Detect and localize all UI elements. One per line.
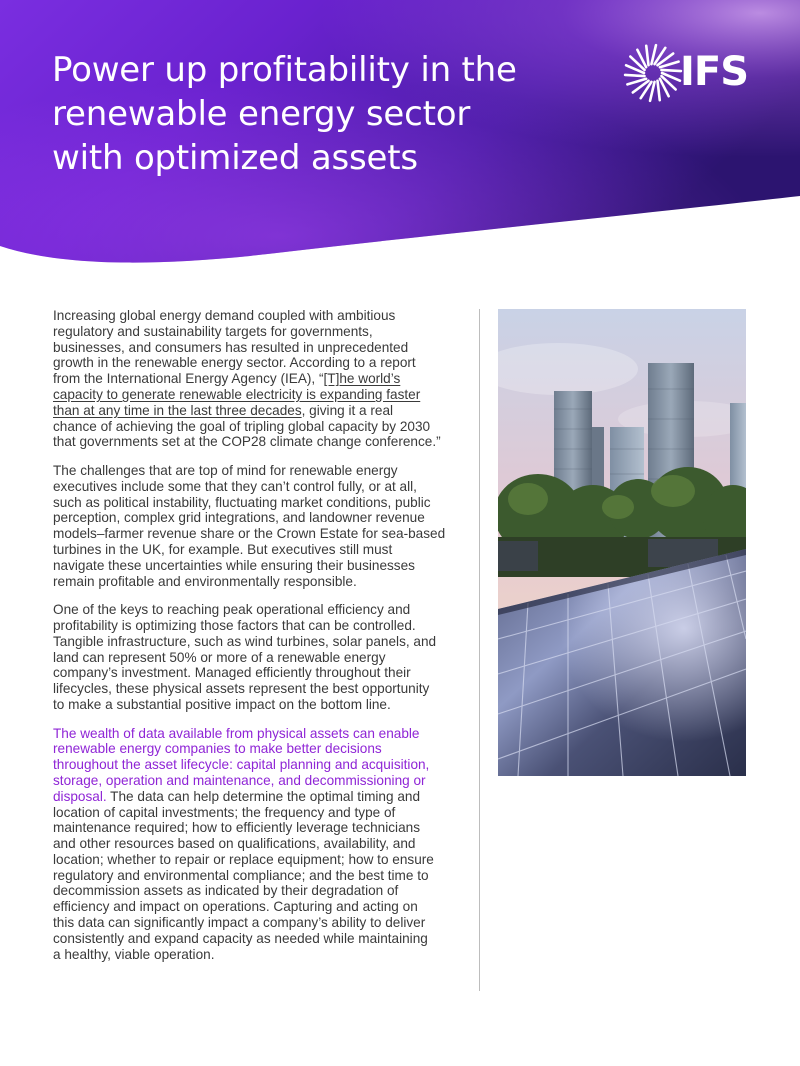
text-line: turbines in the UK, for example. But executives still must bbox=[53, 541, 393, 557]
text-line: businesses, and consumers has resulted in unprecedented bbox=[53, 339, 409, 355]
iea-report-link[interactable]: [T]he world’s bbox=[323, 371, 401, 387]
text-line: One of the keys to reaching peak operational efficiency and bbox=[53, 602, 411, 618]
paragraph-2 bbox=[53, 463, 465, 589]
text-segment: , giving it a real bbox=[301, 402, 394, 418]
text-line-mixed bbox=[53, 789, 465, 805]
title-line: Power up profitability in the bbox=[52, 50, 517, 90]
text-line: that governments set at the COP28 climate change conference.” bbox=[53, 434, 441, 450]
text-line: profitability is optimizing those factors that can be controlled. bbox=[53, 617, 416, 633]
text-line: this data can significantly impact a company’s ability to deliver bbox=[53, 915, 426, 931]
text-line: and other resources based on qualifications, availability, and bbox=[53, 836, 416, 852]
ifs-logo bbox=[622, 40, 750, 106]
iea-report-link[interactable]: capacity to generate renewable electricity is expanding faster bbox=[53, 386, 421, 402]
title-line: with optimized assets bbox=[52, 138, 418, 178]
page-title bbox=[52, 48, 592, 180]
logo-ray bbox=[625, 75, 644, 76]
logo-wordmark: IFS bbox=[680, 49, 749, 95]
text-line: consistently and expand capacity as needed while maintaining bbox=[53, 930, 428, 946]
highlighted-text-segment: disposal. bbox=[53, 788, 107, 804]
text-line-with-link bbox=[53, 371, 465, 387]
paragraph-3 bbox=[53, 602, 465, 713]
text-line: efficiency and impact on operations. Capturing and acting on bbox=[53, 899, 418, 915]
text-line: location; whether to repair or replace equipment; how to ensure bbox=[53, 851, 434, 867]
text-line: company’s investment. Managed efficiently throughout their bbox=[53, 665, 411, 681]
solar-panels-city-skyline-photo-icon bbox=[498, 309, 746, 776]
highlighted-text-line: The wealth of data available from physical assets can enable bbox=[53, 725, 420, 741]
title-line: renewable energy sector bbox=[52, 94, 471, 134]
text-line: chance of achieving the goal of tripling global capacity by 2030 bbox=[53, 418, 431, 434]
column-divider bbox=[479, 309, 480, 991]
logo-ray bbox=[646, 46, 648, 65]
solar-panels-city-photo bbox=[498, 309, 746, 776]
iea-report-link[interactable]: than at any time in the last three decades bbox=[53, 402, 302, 418]
paragraph-1 bbox=[53, 308, 465, 450]
ifs-burst-icon bbox=[622, 42, 684, 104]
text-line: regulatory and environmental compliance; and the best time to bbox=[53, 867, 429, 883]
text-line: The challenges that are top of mind for renewable energy bbox=[53, 462, 398, 478]
text-line: lifecycles, these physical assets represent the best opportunity bbox=[53, 681, 430, 697]
highlighted-text-line: renewable energy companies to make better decisions bbox=[53, 741, 382, 757]
text-line: perception, complex grid integrations, and landowner revenue bbox=[53, 510, 425, 526]
paragraph-4 bbox=[53, 726, 465, 963]
text-line-with-link bbox=[53, 387, 465, 403]
logo-ray bbox=[661, 70, 680, 71]
text-line: decommission assets as indicated by their degradation of bbox=[53, 883, 399, 899]
text-line: growth in the renewable energy sector. According to a report bbox=[53, 355, 416, 371]
text-segment: The data can help determine the optimal timing and bbox=[106, 788, 421, 804]
text-line: regulatory and sustainability targets for governments, bbox=[53, 323, 373, 339]
text-line: land can represent 50% or more of a renewable energy bbox=[53, 649, 386, 665]
text-line: to make a substantial positive impact on the bottom line. bbox=[53, 696, 391, 712]
article-body bbox=[53, 308, 465, 975]
text-line: Increasing global energy demand coupled with ambitious bbox=[53, 308, 396, 323]
text-line: a healthy, viable operation. bbox=[53, 946, 215, 962]
text-line: such as political instability, fluctuating market conditions, public bbox=[53, 494, 431, 510]
text-line: models–farmer revenue share or the Crown Estate for sea-based bbox=[53, 526, 446, 542]
text-line-with-link bbox=[53, 403, 465, 419]
text-line: navigate these uncertainties while ensuring their businesses bbox=[53, 557, 415, 573]
text-line: executives include some that they can’t control fully, or at all, bbox=[53, 478, 417, 494]
text-line: remain profitable and environmentally responsible. bbox=[53, 573, 357, 589]
hero-banner bbox=[0, 0, 800, 270]
highlighted-text-line: storage, operation and maintenance, and decommissioning or bbox=[53, 772, 426, 788]
highlighted-text-line: throughout the asset lifecycle: capital planning and acquisition, bbox=[53, 757, 430, 773]
text-line: location of capital investments; the frequency and type of bbox=[53, 804, 396, 820]
text-line: maintenance required; how to efficiently leverage technicians bbox=[53, 820, 420, 836]
text-segment: from the International Energy Agency (IEA), “ bbox=[53, 371, 324, 387]
logo-ray bbox=[658, 81, 660, 100]
text-line: Tangible infrastructure, such as wind turbines, solar panels, and bbox=[53, 633, 437, 649]
